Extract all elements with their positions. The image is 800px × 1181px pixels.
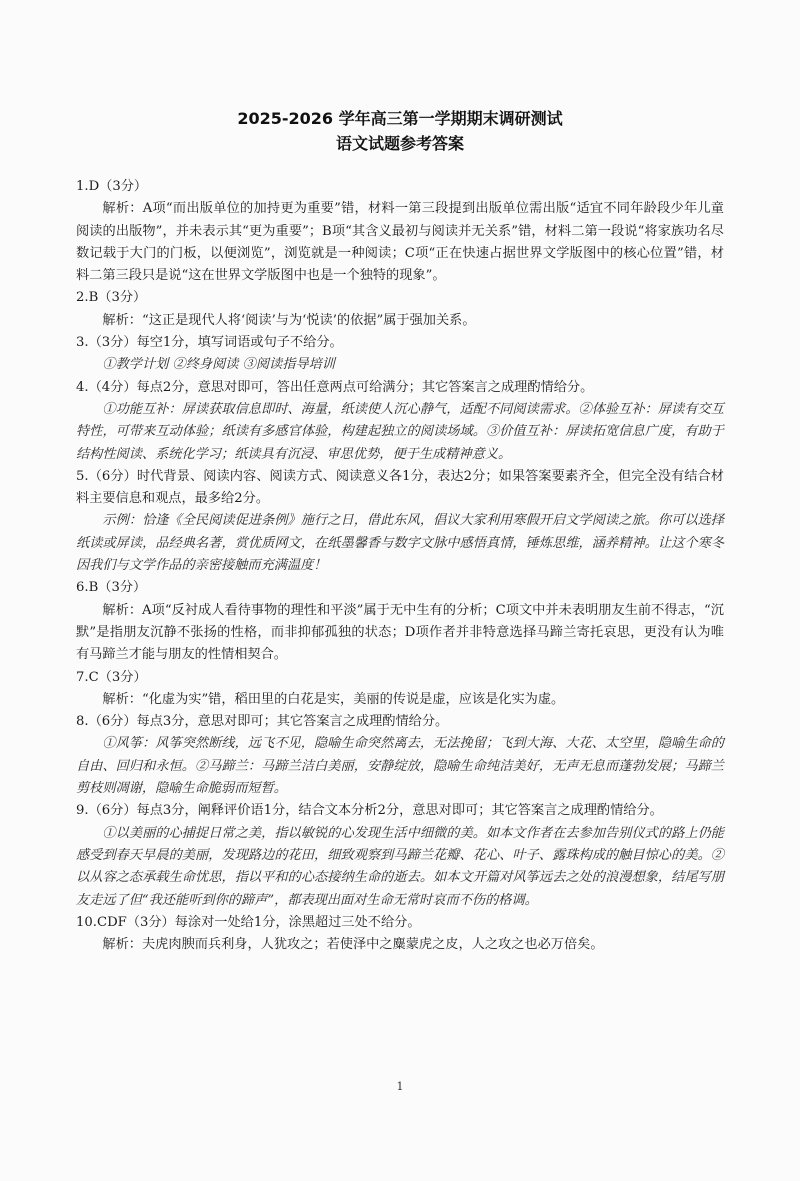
answer-item-1: 1.D（3分） xyxy=(76,179,148,194)
answer-item-6: 6.B（3分） xyxy=(76,580,147,596)
answer-explanation-2: 解析：“这正是现代人将‘阅读’与为‘悦读’的依据”属于强加关系。 xyxy=(102,312,476,328)
page-title: 2025-2026 学年高三第一学期期末调研测试 xyxy=(237,109,563,128)
answer-detail-8: ①风筝：风筝突然断线，远飞不见，隐喻生命突然离去，无法挽留；飞到大海、大花、太空里，隐喻生命的自由、回归和永恒。②马蹄兰：马蹄兰洁白美丽，安静绽放，隐喻生命纯洁美好，无声无息而蓬勃发展；马蹄兰剪枝则凋谢，隐喻生命脆弱而短暂。 xyxy=(76,736,724,797)
answer-example-5: 示例：恰逢《全民阅读促进条例》施行之日，借此东风，倡议大家利用寒假开启文学阅读之旅。你可以选择纸读或屏读，品经典名著，赏优质网文，在纸墨馨香与数字文脉中感悟真情，锤炼思维，涵养精神。让这个寒冬因我们与文学作品的亲密接触而充满温度！ xyxy=(76,513,724,574)
answer-item-2: 2.B（3分） xyxy=(76,290,147,306)
answer-item-9: 9.（6分）每点3分，阐释评价语1分，结合文本分析2分，意思对即可；其它答案言之成理酌情给分。 xyxy=(76,803,663,819)
answer-detail-9: ①以美丽的心捕捉日常之美，指以敏锐的心发现生活中细微的美。如本文作者在去参加告别仪式的路上仍能感受到春天早晨的美丽，发现路边的花田，细致观察到马蹄兰花瓣、花心、叶子、露珠构成的触目惊心的美。②以从容之态承载生命忧思，指以平和的心态接纳生命的逝去。如本文开篇对风筝远去之处的浪漫想象，结尾写朋友走远了但“我还能听到你的蹄声”，都表现出面对生命无常时哀而不伤的格调。 xyxy=(76,825,724,908)
answer-detail-4: ①功能互补：屏读获取信息即时、海量，纸读使人沉心静气，适配不同阅读需求。②体验互补：屏读有交互特性，可带来互动体验；纸读有多感官体验，构建起独立的阅读场域。③价值互补：屏读拓宽信息广度，有助于结构性阅读、系统化学习；纸读具有沉浸、审思优势，便于生成精神意义。 xyxy=(76,401,724,462)
page-number: 1 xyxy=(396,1080,404,1093)
answer-explanation-6: 解析：A项“反衬成人看待事物的理性和平淡”属于无中生有的分析；C项文中并未表明朋友生前不得志，“沉默”是指朋友沉静不张扬的性格，而非抑郁孤独的状态；D项作者并非特意选择马蹄兰寄托哀思，更没有认为唯有马蹄兰才能与朋友的性情相契合。 xyxy=(76,602,724,663)
answer-explanation-10: 解析：夫虎肉腴而兵利身，人犹攻之；若使泽中之麋蒙虎之皮，人之攻之也必万倍矣。 xyxy=(102,937,604,953)
answer-item-3: 3.（3分）每空1分，填写词语或句子不给分。 xyxy=(76,335,343,351)
answer-explanation-1: 解析：A项“而出版单位的加持更为重要”错，材料一第三段提到出版单位需出版“适宜不同年龄段少年儿童阅读的出版物”，并未表示其“更为重要”；B项“其含义最初与阅读并无关系”错，材料二第一段说“将家族功名尽数记载于大门的门板，以便浏览”，浏览就是一种阅读；C项“正在快速占据世界文学版图中的核心位置”错，材料二第三段只是说“这在世界文学版图中也是一个独特的现象”。 xyxy=(76,201,724,284)
answer-item-5: 5.（6分）时代背景、阅读内容、阅读方式、阅读意义各1分，表达2分；如果答案要素齐全，但完全没有结合材料主要信息和观点，最多给2分。 xyxy=(76,468,724,507)
answer-item-7: 7.C（3分） xyxy=(76,669,147,685)
page-subtitle: 语文试题参考答案 xyxy=(335,134,464,153)
answer-item-8: 8.（6分）每点3分，意思对即可；其它答案言之成理酌情给分。 xyxy=(76,714,449,730)
answer-content xyxy=(76,176,724,956)
answer-detail-3: ①教学计划 ②终身阅读 ③阅读指导培训 xyxy=(102,357,335,373)
answer-explanation-7: 解析：“化虚为实”错，稻田里的白花是实，美丽的传说是虚，应该是化实为虚。 xyxy=(102,691,565,707)
answer-item-4: 4.（4分）每点2分，意思对即可，答出任意两点可给满分；其它答案言之成理酌情给分。 xyxy=(76,379,594,395)
answer-item-10: 10.CDF（3分）每涂对一处给1分，涂黑超过三处不给分。 xyxy=(76,914,421,930)
